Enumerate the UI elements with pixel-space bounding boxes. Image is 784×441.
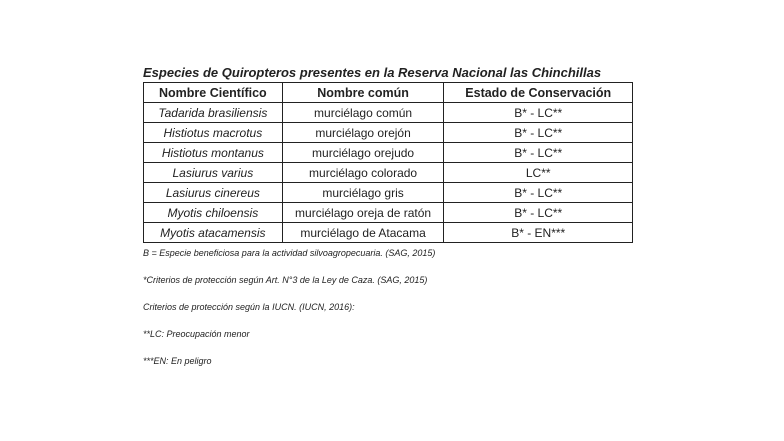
footnote-lc: **LC: Preocupación menor	[143, 329, 250, 339]
header-scientific-name: Nombre Científico	[144, 83, 283, 103]
table-row	[144, 163, 633, 183]
scientific-name-cell: Lasiurus varius	[144, 163, 283, 183]
common-name-cell: murciélago común	[282, 103, 444, 123]
status-cell: B* - LC**	[444, 143, 633, 163]
footnote-en: ***EN: En peligro	[143, 356, 212, 366]
scientific-name-cell: Lasiurus cinereus	[144, 183, 283, 203]
table-row	[144, 143, 633, 163]
status-cell: B* - LC**	[444, 183, 633, 203]
table-row	[144, 203, 633, 223]
status-cell: B* - EN***	[444, 223, 633, 243]
status-cell: B* - LC**	[444, 203, 633, 223]
document-body	[143, 64, 643, 382]
table-row	[144, 123, 633, 143]
scientific-name-cell: Myotis chiloensis	[144, 203, 283, 223]
status-cell: B* - LC**	[444, 123, 633, 143]
species-table	[143, 82, 633, 243]
common-name-cell: murciélago oreja de ratón	[282, 203, 444, 223]
table-row	[144, 183, 633, 203]
status-cell: LC**	[444, 163, 633, 183]
common-name-cell: murciélago gris	[282, 183, 444, 203]
common-name-cell: murciélago colorado	[282, 163, 444, 183]
scientific-name-cell: Histiotus macrotus	[144, 123, 283, 143]
footnote-iucn-criteria: Criterios de protección según la IUCN. (IUCN, 2016):	[143, 302, 355, 312]
common-name-cell: murciélago orejudo	[282, 143, 444, 163]
scientific-name-cell: Histiotus montanus	[144, 143, 283, 163]
footnote-beneficial: B = Especie beneficiosa para la actividad silvoagropecuaria. (SAG, 2015)	[143, 248, 436, 258]
footnotes	[143, 247, 643, 368]
common-name-cell: murciélago orejón	[282, 123, 444, 143]
table-header-row	[144, 83, 633, 103]
scientific-name-cell: Myotis atacamensis	[144, 223, 283, 243]
header-conservation-status: Estado de Conservación	[444, 83, 633, 103]
table-title: Especies de Quiropteros presentes en la Reserva Nacional las Chinchillas	[143, 65, 602, 80]
status-cell: B* - LC**	[444, 103, 633, 123]
table-row	[144, 223, 633, 243]
table-row	[144, 103, 633, 123]
scientific-name-cell: Tadarida brasiliensis	[144, 103, 283, 123]
header-common-name: Nombre común	[282, 83, 444, 103]
footnote-protection-law: *Criterios de protección según Art. N°3 de la Ley de Caza. (SAG, 2015)	[143, 275, 428, 285]
common-name-cell: murciélago de Atacama	[282, 223, 444, 243]
